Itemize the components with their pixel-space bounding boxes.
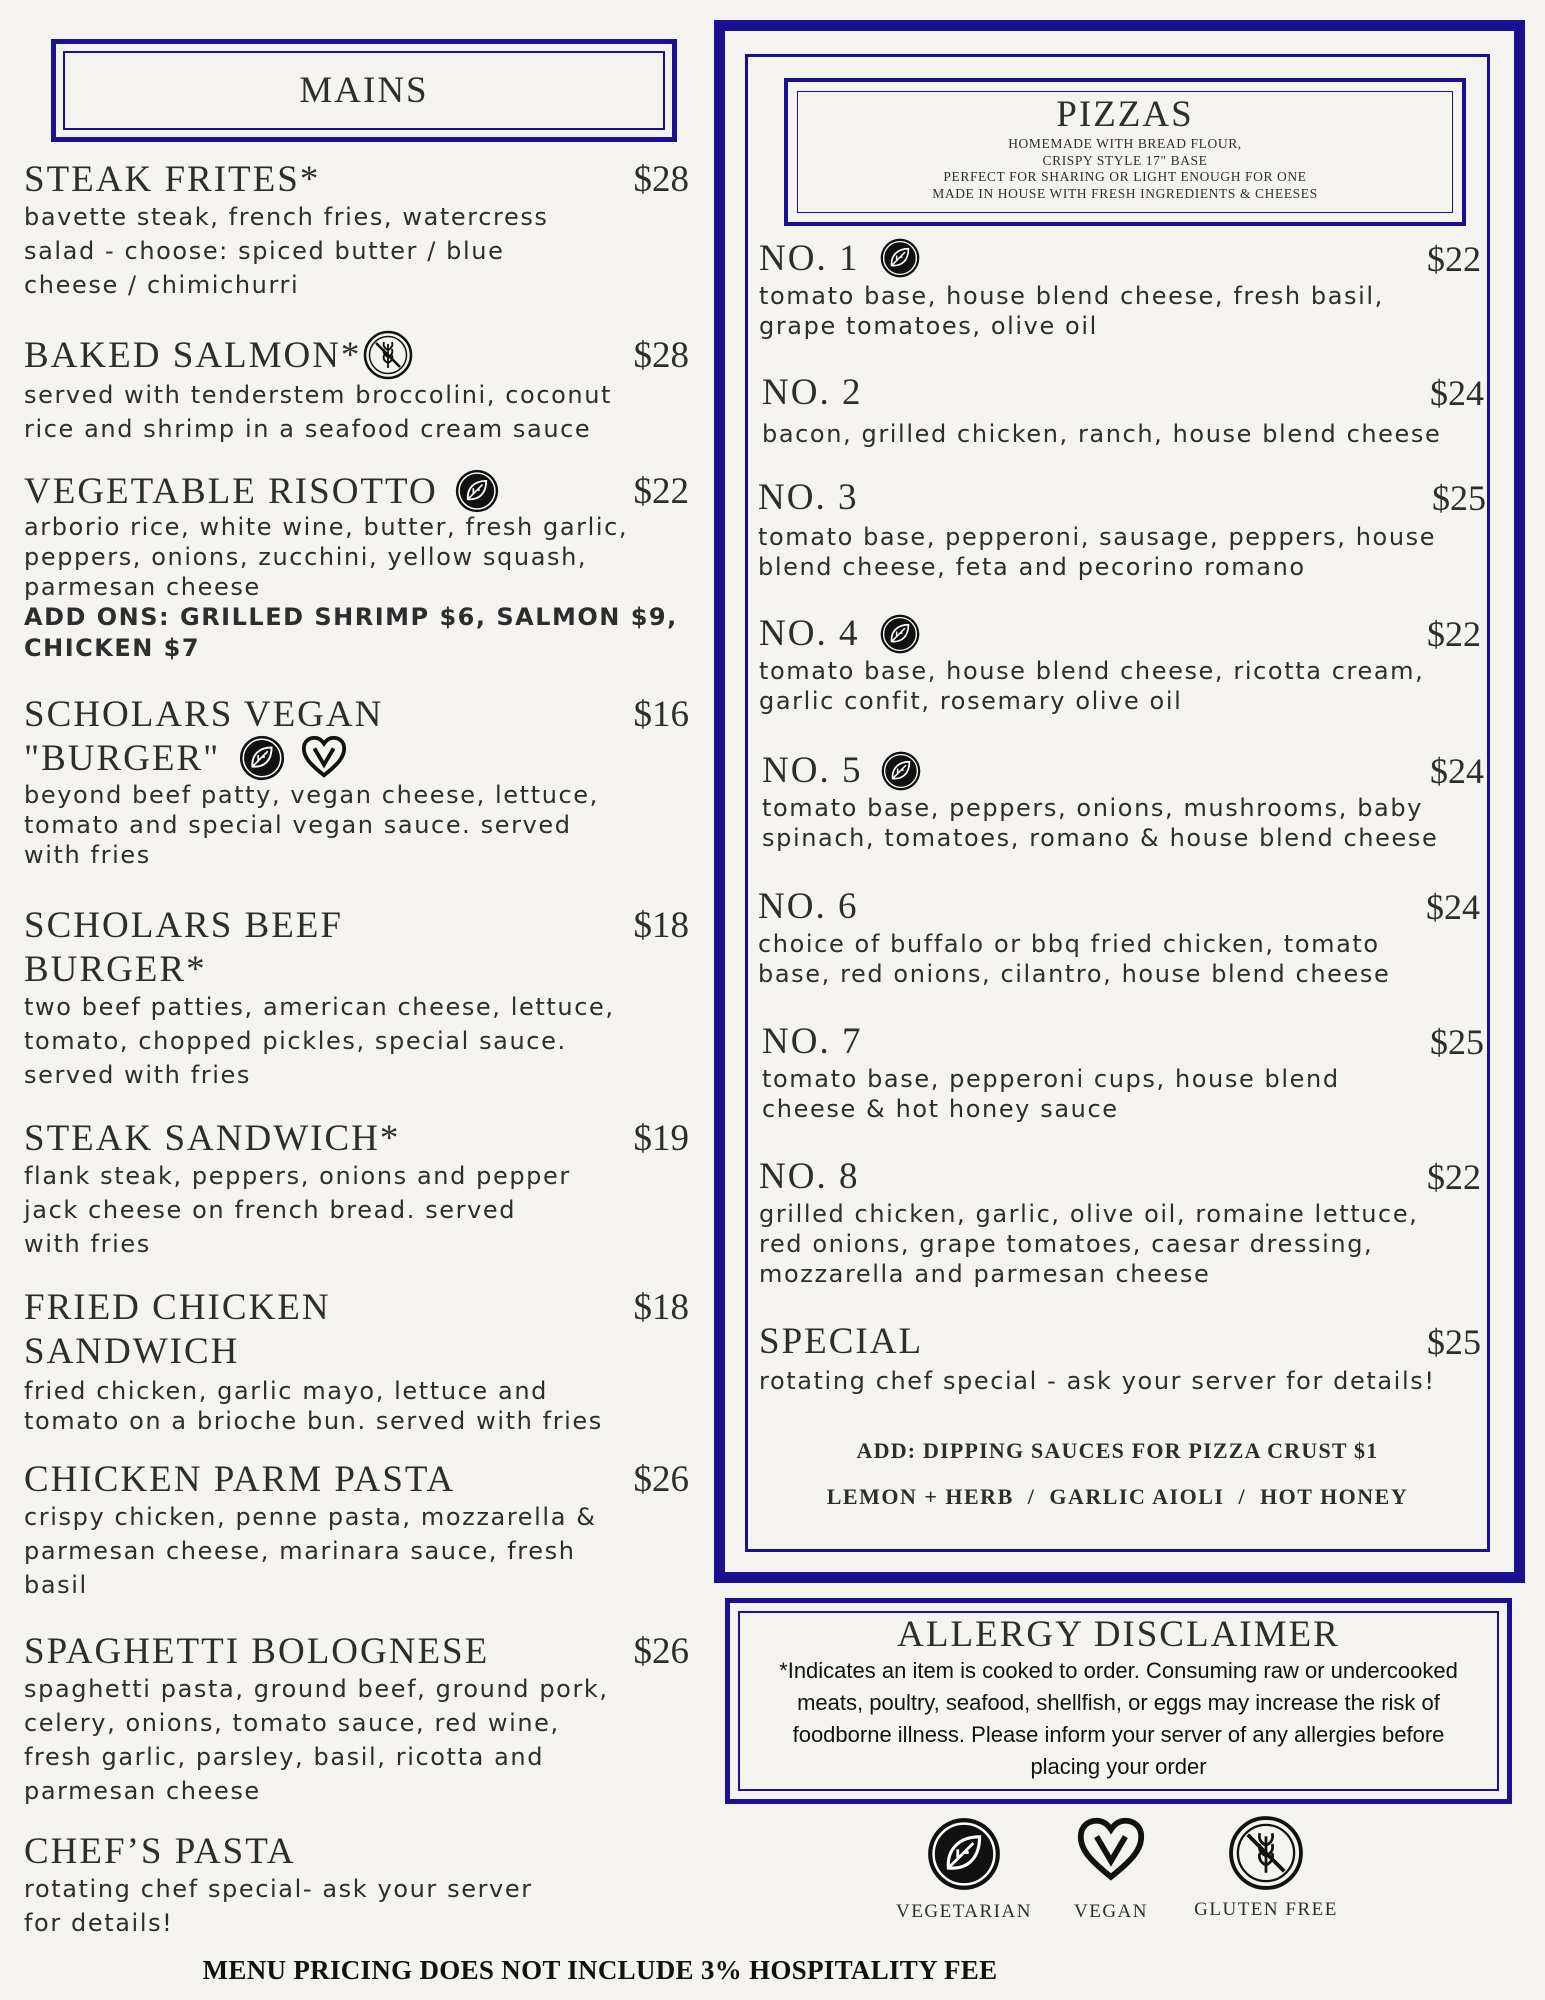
item-description: arborio rice, white wine, butter, fresh garlic, peppers, onions, zucchini, yellow squash, parmesan cheese [24, 513, 629, 601]
pizza-description: tomato base, pepperoni cups, house blend cheese & hot honey sauce [762, 1065, 1340, 1123]
vegetarian-leaf-icon [879, 613, 921, 655]
menu-item-baked-salmon [24, 334, 689, 446]
menu-item-steak-frites [24, 158, 689, 302]
item-name: SPAGHETTI BOLOGNESE [24, 1631, 490, 1672]
pizzas-subheading: HOMEMADE WITH BREAD FLOUR, CRISPY STYLE 17" BASE PERFECT FOR SHARING OR LIGHT ENOUGH FOR ONE MADE IN HOUSE WITH FRESH INGREDIENTS & CHEESES [932, 136, 1318, 201]
pizza-name: NO. 3 [758, 477, 859, 518]
menu-item-scholars-beef-burger [24, 904, 689, 1092]
pizza-item-no-6 [758, 885, 1480, 989]
item-name: STEAK SANDWICH* [24, 1118, 401, 1159]
item-price: $22 [633, 471, 689, 512]
item-name: BAKED SALMON* [24, 335, 362, 376]
vegetarian-leaf-icon [879, 237, 921, 279]
vegetarian-leaf-icon [238, 734, 286, 782]
pizza-price: $22 [1427, 614, 1481, 654]
item-name: SCHOLARS VEGAN "BURGER" [24, 693, 689, 782]
pizza-price: $22 [1427, 1157, 1481, 1197]
item-description: two beef patties, american cheese, lettuce, tomato, chopped pickles, special sauce. served with fries [24, 993, 615, 1089]
legend-gluten-free [1186, 1815, 1346, 1921]
dipping-sauces-addon: ADD: DIPPING SAUCES FOR PIZZA CRUST $1 [856, 1438, 1379, 1463]
legend-label: VEGETARIAN [896, 1901, 1032, 1922]
item-description: beyond beef patty, vegan cheese, lettuce, tomato and special vegan sauce. served with fries [24, 780, 599, 869]
pizza-name: NO. 6 [758, 886, 859, 927]
dipping-sauces-list: LEMON + HERB / GARLIC AIOLI / HOT HONEY [826, 1484, 1409, 1509]
allergy-text: *Indicates an item is cooked to order. Consuming raw or undercooked meats, poultry, seafood, shellfish, or eggs may increase the risk of foodborne illness. Please inform your server of any allergies before placing your order [779, 1658, 1458, 1779]
item-name: FRIED CHICKEN SANDWICH [24, 1287, 331, 1372]
pizza-item-no-3 [758, 476, 1486, 582]
pizza-description: tomato base, house blend cheese, fresh basil, grape tomatoes, olive oil [759, 282, 1384, 340]
pizza-name: NO. 8 [759, 1156, 860, 1197]
pizza-price: $25 [1427, 1322, 1481, 1362]
item-name: STEAK FRITES* [24, 159, 321, 200]
mains-heading-box [51, 39, 677, 142]
pizza-description: tomato base, peppers, onions, mushrooms, baby spinach, tomatoes, romano & house blend cheese [762, 794, 1439, 852]
pizza-name: NO. 5 [762, 750, 863, 791]
pizza-item-no-1 [759, 237, 1481, 341]
pizzas-heading: PIZZAS [1056, 94, 1194, 135]
pizza-name: NO. 1 [759, 238, 860, 279]
pizza-name: NO. 7 [762, 1021, 863, 1062]
legend-vegan [1062, 1815, 1160, 1923]
pizza-price: $24 [1426, 887, 1480, 927]
pizza-price: $25 [1432, 478, 1486, 518]
menu-item-fried-chicken-sandwich [24, 1286, 689, 1436]
pizza-description: tomato base, pepperoni, sausage, peppers, house blend cheese, feta and pecorino romano [758, 523, 1437, 581]
item-description: spaghetti pasta, ground beef, ground pork, celery, onions, tomato sauce, red wine, fresh garlic, parsley, basil, ricotta and parmesan cheese [24, 1675, 609, 1805]
item-name: CHICKEN PARM PASTA [24, 1459, 456, 1500]
menu-item-steak-sandwich [24, 1117, 689, 1261]
hospitality-fee-notice: MENU PRICING DOES NOT INCLUDE 3% HOSPITALITY FEE [202, 1955, 998, 1985]
pizza-item-no-8 [759, 1155, 1481, 1289]
pizza-description: rotating chef special - ask your server for details! [759, 1367, 1436, 1395]
menu-item-chefs-pasta [24, 1830, 689, 1940]
item-price: $19 [633, 1118, 689, 1159]
menu-item-vegetable-risotto [24, 470, 689, 664]
gluten-free-icon [363, 330, 413, 380]
allergy-title: ALLERGY DISCLAIMER [897, 1614, 1340, 1655]
item-price: $18 [633, 905, 689, 946]
vegetarian-leaf-icon [880, 750, 922, 792]
pizza-name: NO. 4 [759, 613, 860, 654]
item-description: served with tenderstem broccolini, coconut rice and shrimp in a seafood cream sauce [24, 380, 613, 443]
item-name: SCHOLARS BEEF BURGER* [24, 905, 343, 990]
vegetarian-leaf-icon [454, 468, 500, 514]
allergy-disclaimer-box [725, 1598, 1512, 1804]
item-addons: ADD ONS: GRILLED SHRIMP $6, SALMON $9, CHICKEN $7 [24, 603, 678, 662]
menu-item-spaghetti-bolognese [24, 1630, 689, 1808]
pizza-description: grilled chicken, garlic, olive oil, romaine lettuce, red onions, grape tomatoes, caesar dressing, mozzarella and parmesan cheese [759, 1200, 1419, 1288]
mains-heading: MAINS [299, 70, 429, 111]
item-price: $28 [633, 335, 689, 376]
item-name: CHEF’S PASTA [24, 1831, 296, 1872]
legend-vegetarian [886, 1815, 1042, 1923]
item-description: rotating chef special- ask your server for details! [24, 1875, 533, 1937]
item-description: flank steak, peppers, onions and pepper jack cheese on french bread. served with fries [24, 1162, 571, 1258]
item-description: fried chicken, garlic mayo, lettuce and tomato on a brioche bun. served with fries [24, 1377, 603, 1435]
vegan-heart-icon [300, 734, 348, 782]
item-name: VEGETABLE RISOTTO [24, 471, 438, 512]
pizza-item-no-4 [759, 612, 1481, 716]
item-price: $18 [633, 1287, 689, 1328]
pizza-price: $24 [1430, 751, 1484, 791]
pizza-description: choice of buffalo or bbq fried chicken, tomato base, red onions, cilantro, house blend cheese [758, 930, 1391, 988]
menu-item-chicken-parm-pasta [24, 1458, 689, 1602]
leaf-icon [925, 1815, 1003, 1893]
item-description: crispy chicken, penne pasta, mozzarella & parmesan cheese, marinara sauce, fresh basil [24, 1503, 597, 1599]
item-description: bavette steak, french fries, watercress salad - choose: spiced butter / blue cheese / chimichurri [24, 203, 549, 299]
legend-label: VEGAN [1074, 1901, 1148, 1922]
item-price: $28 [633, 159, 689, 200]
pizza-description: tomato base, house blend cheese, ricotta cream, garlic confit, rosemary olive oil [759, 657, 1425, 715]
pizza-name: NO. 2 [762, 372, 863, 413]
pizza-item-no-2 [762, 371, 1484, 449]
pizzas-heading-box [784, 78, 1466, 226]
heart-v-icon [1075, 1815, 1147, 1887]
item-price: $16 [633, 694, 689, 735]
menu-item-scholars-vegan-burger [24, 693, 689, 870]
pizza-item-no-5 [762, 749, 1484, 853]
pizza-price: $25 [1430, 1022, 1484, 1062]
pizza-description: bacon, grilled chicken, ranch, house blend cheese [762, 420, 1442, 448]
item-price: $26 [633, 1459, 689, 1500]
pizza-name: SPECIAL [759, 1321, 924, 1362]
wheat-crossed-icon [1228, 1815, 1304, 1891]
pizza-item-no-7 [762, 1020, 1484, 1124]
pizza-price: $22 [1427, 239, 1481, 279]
pizza-item-special [759, 1320, 1481, 1396]
pizza-price: $24 [1430, 373, 1484, 413]
item-price: $26 [633, 1631, 689, 1672]
legend-label: GLUTEN FREE [1194, 1899, 1338, 1920]
